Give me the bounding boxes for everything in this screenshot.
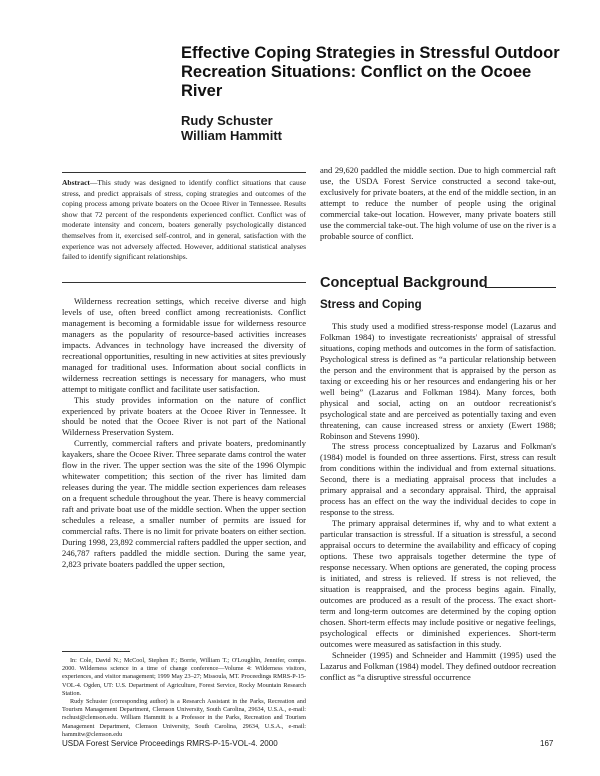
- author-name: Rudy Schuster: [181, 113, 273, 128]
- footnote-authors: Rudy Schuster (corresponding author) is a Research Assistant in the Parks, Recreation and Tourism Management Department, Clemson University, South Carolina, 29634, U.S.A., e-mail: rschust@clemson.edu. William Hammitt is a Professor in the Parks, Recreation and Tourism Management Department, Clemson University, South Carolina, 29634, U.S.A., e-mail: hammitw@clemson.edu: [62, 698, 306, 738]
- body-paragraph: This study used a modified stress-response model (Lazarus and Folkman 1984) to investigate recreationists' appraisal of stressful situations, coping methods and outcomes in the form of satisfaction. Psychological stress is defined as “a particular relationship between the person and the environment that is appraised by the person as taxing or exceeding his or her resources and endangering his or her well being” (Lazarus and Folkman 1984). Many forces, both physical and social, acting on an outdoor recreationist's psychological state and are perceived as potentially taxing and even threatening, can cause increased stress or anxiety (Ewert 1988; Robinson and Stevens 1990).: [320, 321, 556, 441]
- paper-title: Effective Coping Strategies in Stressful Outdoor Recreation Situations: Conflict on the Ocoee River: [181, 44, 560, 100]
- body-paragraph: Wilderness recreation settings, which receive diverse and high levels of use, often breed conflict among recreationists. Conflict management is becoming a formidable issue for wilderness resource managers as the popularity of resource-based activities increases impacts. Advances in technology have increased the diversity of recreational opportunities, resulting in new activities at sites previously managed for traditional uses. Information about social conflicts in wilderness recreation settings is necessary for managers, who must attempt to mitigate conflict and facilitate user satisfaction.: [62, 296, 306, 394]
- footnote-citation: In: Cole, David N.; McCool, Stephen F.; Borrie, William T.; O'Loughlin, Jennifer, comps. 2000. Wilderness science in a time of change conference—Volume 4: Wilderness visitors, experiences, and visitor management; 1999 May 23–27; Missoula, MT. Proceedings RMRS-P-15-VOL-4. Ogden, UT: U.S. Department of Agriculture, Forest Service, Rocky Mountain Research Station.: [62, 657, 306, 697]
- footer-proceedings: USDA Forest Service Proceedings RMRS-P-15-VOL-4. 2000: [62, 739, 278, 748]
- page-number: 167: [540, 739, 554, 748]
- author-list: [181, 113, 282, 143]
- right-column-body: [320, 321, 556, 682]
- author-name: William Hammitt: [181, 128, 283, 143]
- body-paragraph: The primary appraisal determines if, why and to what extent a particular transaction is stressful. If a situation is stressful, a second appraisal occurs to determine the availability and efficacy of coping options. These two appraisals together determine the type of response necessary. When options are generated, the coping process is initiated, and stress is relieved. If stress is not relieved, the situation is reappraised, and the process begins again. Finally, outcomes are produced as a result of the process. The exact short-term and long-term outcomes are determined by the coping option chosen. Short-term effects may include positive or negative feelings, psychological effects or diminished experiences. Short-term outcomes were measured as satisfaction in this study.: [320, 518, 556, 649]
- body-paragraph: Currently, commercial rafters and private boaters, predominantly kayakers, share the Ocoee River. Three separate dams control the water flow in the river. The upper section was the site of the 1996 Olympic whitewater competition; this section of the river has limited dam releases during the year. The middle section experiences dam releases on a frequent schedule throughout the year. There is heavy commercial raft and private boat use of the middle section. When the upper section schedules a release, a smaller number of permits are issued for commercial rafts. There is no limit for private boaters on either section. During 1998, 23,892 commercial rafters paddled the upper section, and 246,787 rafters paddled the middle section. During the same year, 2,823 private boaters paddled the upper section,: [62, 438, 306, 569]
- subsection-heading: Stress and Coping: [320, 299, 422, 311]
- body-paragraph: The stress process conceptualized by Lazarus and Folkman's (1984) model is founded on three assertions. First, stress can result from conditions within the individual and from external situations. Second, there is a mediating appraisal process that includes a primary appraisal and a secondary appraisal. Third, the appraisal process has an effect on the way the individual decides to cope in response to the stress.: [320, 441, 556, 518]
- body-paragraph: Schneider (1995) and Schneider and Hammitt (1995) used the Lazarus and Folkman (1984) model. They defined outdoor recreation conflict as “a disruptive stressful occurrence: [320, 649, 556, 682]
- footnotes: [62, 657, 306, 739]
- abstract-text: —This study was designed to identify conflict situations that cause stress, and predict appraisals of stress, coping strategies and outcomes of the coping process among private boaters on the Ocoee River in Tennessee. Results show that 72 percent of the respondents experienced conflict. Conflict was of moderate intensity and concern, boaters generally psychologically distanced themselves from it, exercised self-control, and in general, satisfaction with the experience was not adversely affected. However, additional statistical analyses failed to identify significant relationships.: [62, 178, 306, 262]
- abstract: [62, 178, 306, 263]
- abstract-top-rule: [62, 172, 306, 173]
- section-heading: Conceptual Background: [320, 275, 488, 291]
- body-paragraph: This study provides information on the nature of conflict experienced by private boaters at the Ocoee River in Tennessee. It should be noted that the Ocoee River is not part of the National Wilderness Preservation System.: [62, 394, 306, 438]
- footnote-rule: [62, 651, 130, 652]
- abstract-label: Abstract: [62, 178, 90, 187]
- body-paragraph: and 29,620 paddled the middle section. Due to high commercial raft use, the USDA Forest Service constructed a second take-out, exclusively for private boaters, at the end of the middle section, in an attempt to reduce the number of people using the original commercial take-out location. However, many private boaters still use the commercial take-out. The high volume of use on the river is a probable source of conflict.: [320, 165, 556, 241]
- abstract-bottom-rule: [62, 282, 306, 283]
- left-column-body: [62, 296, 306, 570]
- right-column-continuation: [320, 165, 556, 242]
- section-heading-rule: [485, 287, 556, 288]
